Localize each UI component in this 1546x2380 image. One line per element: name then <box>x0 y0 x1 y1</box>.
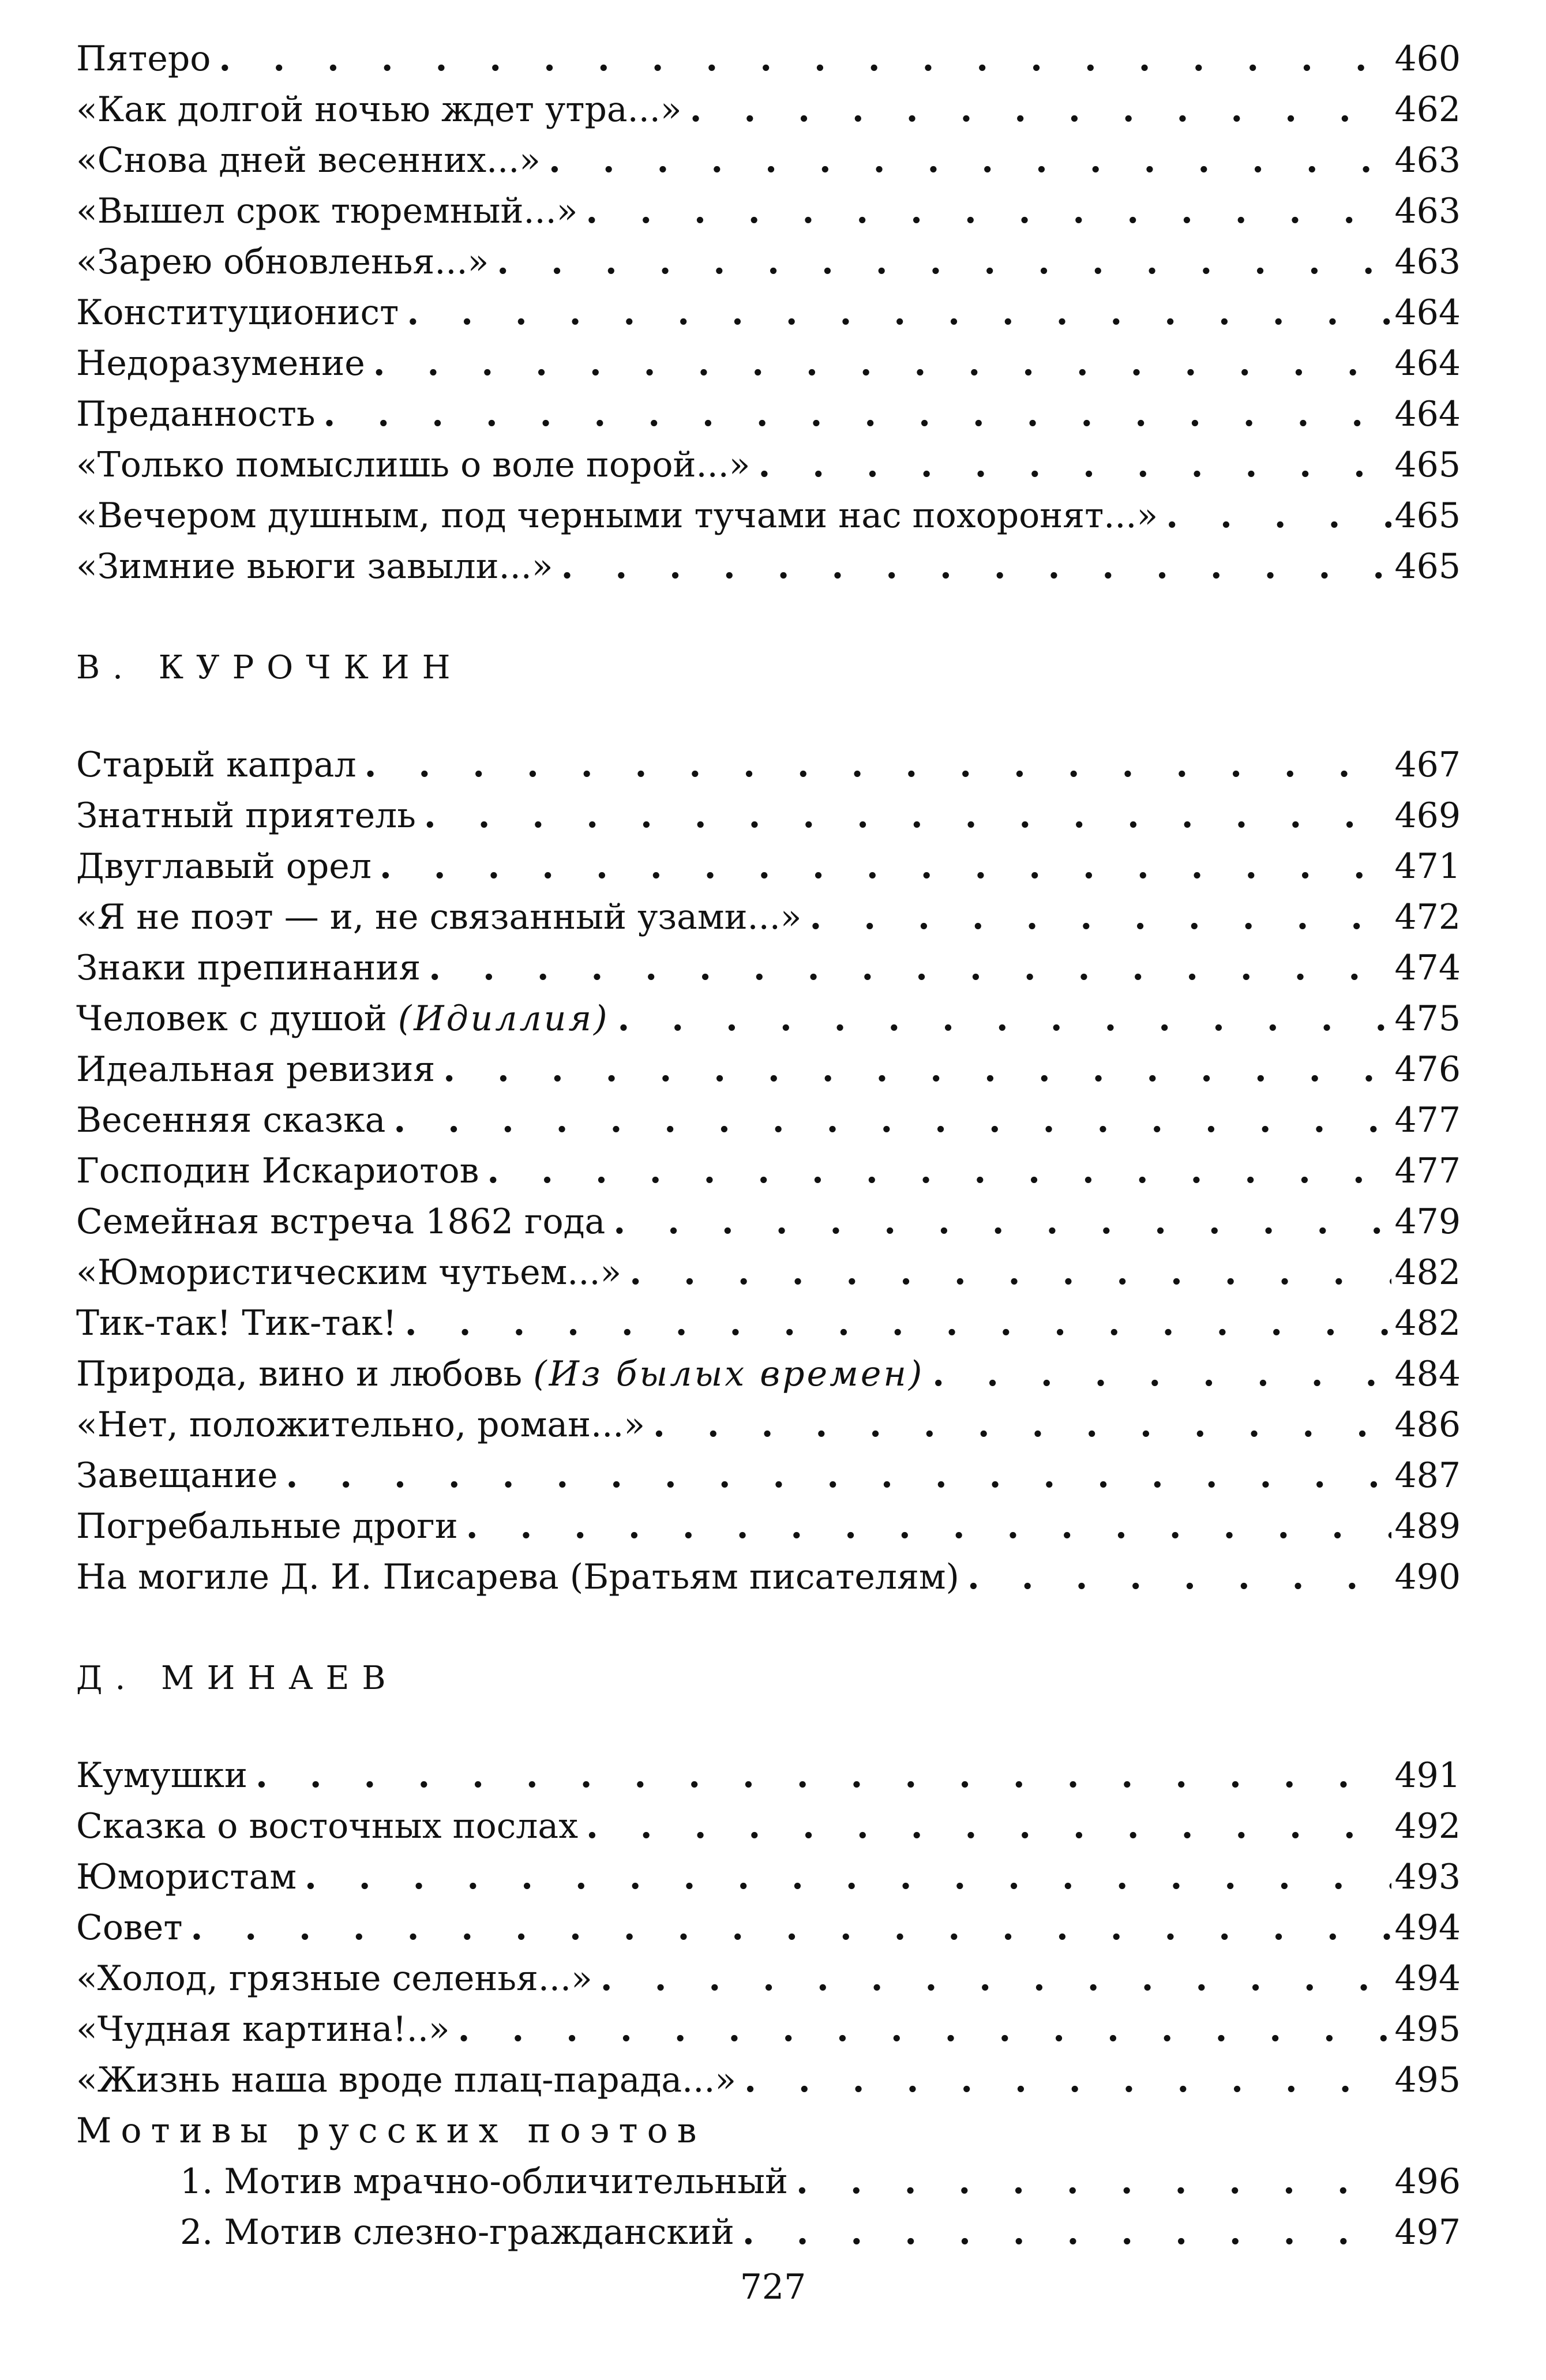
toc-entry[interactable] <box>76 541 1461 592</box>
entry-title <box>76 1247 629 1298</box>
dot-leader <box>932 1349 1391 1399</box>
dot-leader <box>424 790 1391 841</box>
entry-page-number: 486 <box>1394 1405 1461 1445</box>
entry-title <box>76 993 617 1044</box>
entry-title <box>76 1750 256 1801</box>
entry-page-number: 464 <box>1394 292 1461 333</box>
toc-entry[interactable] <box>76 84 1461 135</box>
entry-title-text: Знаки препинания <box>76 948 421 988</box>
entry-title-text: Кумушки <box>76 1755 247 1796</box>
entry-page-number: 482 <box>1394 1303 1461 1343</box>
entry-page-number: 495 <box>1394 2060 1461 2100</box>
entry-page-number: 460 <box>1394 39 1461 79</box>
entry-page-number: 477 <box>1394 1151 1461 1191</box>
entry-page-number: 487 <box>1394 1455 1461 1496</box>
toc-entry[interactable] <box>76 1750 1461 1801</box>
entry-title-text: На могиле Д. И. Писарева (Братьям писателям) <box>76 1557 959 1597</box>
toc-entry[interactable] <box>76 237 1461 287</box>
entry-title-text: «Я не поэт — и, не связанный узами...» <box>76 897 802 937</box>
dot-leader <box>561 541 1391 592</box>
dot-leader <box>487 1146 1391 1196</box>
table-of-contents <box>76 33 1461 2258</box>
entry-title-text: «Юмористическим чутьем...» <box>76 1252 622 1293</box>
dot-leader <box>407 287 1391 338</box>
dot-leader <box>380 841 1391 892</box>
dot-leader <box>690 84 1391 135</box>
entry-title <box>76 84 690 135</box>
toc-entry[interactable] <box>76 186 1461 237</box>
entry-title <box>76 287 407 338</box>
toc-entry[interactable] <box>76 2055 1461 2105</box>
toc-entry[interactable] <box>76 892 1461 943</box>
toc-entry[interactable] <box>76 1552 1461 1602</box>
dot-leader <box>324 389 1391 440</box>
entry-title-text: Конституционист <box>76 292 399 333</box>
toc-entry[interactable] <box>76 135 1461 186</box>
entry-title <box>76 237 497 287</box>
entry-page-number: 474 <box>1394 948 1461 988</box>
entry-title <box>76 1196 613 1247</box>
entry-title-text: «Только помыслишь о воле порой...» <box>76 445 751 485</box>
entry-page-number: 492 <box>1394 1806 1461 1846</box>
dot-leader <box>191 1902 1391 1953</box>
dot-leader <box>466 1501 1391 1552</box>
entry-title-text: Весенняя сказка <box>76 1100 386 1140</box>
entry-page-number: 489 <box>1394 1506 1461 1546</box>
entry-title <box>76 135 549 186</box>
dot-leader <box>796 2156 1391 2207</box>
entry-title-text: Человек с душой <box>76 998 387 1039</box>
entry-page-number: 475 <box>1394 998 1461 1039</box>
entry-title <box>76 1902 191 1953</box>
toc-entry[interactable] <box>76 490 1461 541</box>
toc-entry[interactable] <box>76 1450 1461 1501</box>
dot-leader <box>586 1801 1391 1852</box>
entry-title <box>76 892 809 943</box>
entry-title-text: «Зимние вьюги завыли...» <box>76 546 553 587</box>
toc-entry[interactable] <box>76 993 1461 1044</box>
entry-title <box>76 2055 744 2105</box>
dot-leader <box>742 2207 1391 2258</box>
entry-page-number: 464 <box>1394 394 1461 434</box>
toc-entry[interactable] <box>76 739 1461 790</box>
toc-entry[interactable] <box>76 1146 1461 1196</box>
entry-page-number: 482 <box>1394 1252 1461 1293</box>
entry-page-number: 472 <box>1394 897 1461 937</box>
toc-entry[interactable] <box>76 1044 1461 1095</box>
entry-page-number: 494 <box>1394 1958 1461 1999</box>
dot-leader <box>613 1196 1391 1247</box>
dot-leader <box>744 2055 1391 2105</box>
entry-title-text: «Нет, положительно, роман...» <box>76 1405 646 1445</box>
entry-title-text: Преданность <box>76 394 316 434</box>
dot-leader <box>586 186 1391 237</box>
entry-title-text: Пятеро <box>76 39 211 79</box>
toc-entry[interactable] <box>76 1247 1461 1298</box>
toc-entry[interactable] <box>76 287 1461 338</box>
entry-page-number: 476 <box>1394 1049 1461 1090</box>
dot-leader <box>967 1552 1391 1602</box>
entry-title <box>76 1095 393 1146</box>
entry-page-number: 495 <box>1394 2009 1461 2049</box>
entry-title <box>76 33 219 84</box>
section-kurochkin <box>76 739 1461 1602</box>
toc-entry[interactable] <box>76 1501 1461 1552</box>
toc-entry[interactable] <box>76 943 1461 993</box>
entry-page-number: 469 <box>1394 795 1461 836</box>
entry-title <box>76 1501 466 1552</box>
dot-leader <box>653 1399 1391 1450</box>
author-heading: В. КУРОЧКИН <box>76 649 463 686</box>
entry-title-text: Недоразумение <box>76 343 365 384</box>
entry-subtitle: (Идиллия) <box>397 998 610 1039</box>
entry-title <box>76 1801 586 1852</box>
entry-title <box>76 1953 601 2004</box>
entry-title-text: Сказка о восточных послах <box>76 1806 579 1846</box>
entry-title <box>76 1552 967 1602</box>
entry-title <box>76 1399 653 1450</box>
dot-leader <box>601 1953 1391 2004</box>
entry-page-number: 493 <box>1394 1857 1461 1897</box>
toc-entry[interactable] <box>76 1902 1461 1953</box>
entry-title-text: «Как долгой ночью ждет утра...» <box>76 89 682 130</box>
entry-title-text: Двуглавый орел <box>76 846 372 887</box>
entry-title-text: «Снова дней весенних...» <box>76 140 541 181</box>
dot-leader <box>617 993 1391 1044</box>
dot-leader <box>305 1852 1391 1902</box>
section-continued <box>76 33 1461 592</box>
entry-title <box>76 490 1166 541</box>
entry-page-number: 494 <box>1394 1908 1461 1948</box>
entry-title <box>76 1852 305 1902</box>
entry-page-number: 471 <box>1394 846 1461 887</box>
entry-page-number: 497 <box>1394 2212 1461 2253</box>
toc-entry[interactable] <box>76 2004 1461 2055</box>
toc-entry[interactable] <box>76 1852 1461 1902</box>
toc-entry[interactable] <box>76 1953 1461 2004</box>
toc-entry[interactable] <box>76 1349 1461 1399</box>
entry-title <box>76 2156 796 2207</box>
toc-entry[interactable] <box>76 1095 1461 1146</box>
author-heading: Д. МИНАЕВ <box>76 1660 399 1697</box>
entry-title-text: Завещание <box>76 1455 278 1496</box>
entry-page-number: 463 <box>1394 191 1461 231</box>
entry-title-text: «Зарею обновленья...» <box>76 242 489 282</box>
toc-entry[interactable] <box>76 33 1461 84</box>
entry-page-number: 465 <box>1394 495 1461 536</box>
dot-leader <box>549 135 1391 186</box>
toc-group-heading <box>76 2105 1461 2156</box>
entry-title <box>76 2004 458 2055</box>
dot-leader <box>458 2004 1391 2055</box>
entry-title <box>76 943 429 993</box>
entry-title-text: Совет <box>76 1908 183 1948</box>
entry-title-text: «Чудная картина!..» <box>76 2009 450 2049</box>
toc-entry[interactable] <box>76 2156 1461 2207</box>
dot-leader <box>393 1095 1391 1146</box>
entry-title-text: Идеальная ревизия <box>76 1049 436 1090</box>
entry-page-number: 465 <box>1394 445 1461 485</box>
entry-page-number: 490 <box>1394 1557 1461 1597</box>
dot-leader <box>497 237 1391 287</box>
entry-title-text: Семейная встреча 1862 года <box>76 1202 606 1242</box>
entry-title-text: «Вечером душным, под черными тучами нас похоронят...» <box>76 495 1158 536</box>
dot-leader <box>809 892 1391 943</box>
toc-entry[interactable] <box>76 1399 1461 1450</box>
entry-page-number: 462 <box>1394 89 1461 130</box>
dot-leader <box>443 1044 1391 1095</box>
entry-page-number: 484 <box>1394 1354 1461 1394</box>
entry-page-number: 496 <box>1394 2161 1461 2202</box>
entry-page-number: 463 <box>1394 140 1461 181</box>
entry-title <box>76 1044 443 1095</box>
entry-page-number: 463 <box>1394 242 1461 282</box>
toc-entry[interactable] <box>76 389 1461 440</box>
dot-leader <box>629 1247 1391 1298</box>
entry-page-number: 477 <box>1394 1100 1461 1140</box>
toc-entry[interactable] <box>76 1196 1461 1247</box>
dot-leader <box>373 338 1391 389</box>
entry-page-number: 479 <box>1394 1202 1461 1242</box>
toc-entry[interactable] <box>76 1801 1461 1852</box>
entry-title-text: Господин Искариотов <box>76 1151 479 1191</box>
entry-title <box>76 440 758 490</box>
entry-title-text: Юмористам <box>76 1857 297 1897</box>
toc-entry[interactable] <box>76 2207 1461 2258</box>
group-title: Мотивы русских поэтов <box>76 2111 706 2151</box>
entry-title <box>76 186 586 237</box>
entry-page-number: 491 <box>1394 1755 1461 1796</box>
toc-entry[interactable] <box>76 1298 1461 1349</box>
entry-title <box>76 1450 286 1501</box>
dot-leader <box>219 33 1391 84</box>
entry-title <box>76 541 561 592</box>
entry-title-text: Природа, вино и любовь <box>76 1354 523 1394</box>
entry-title <box>76 1349 932 1399</box>
entry-page-number: 464 <box>1394 343 1461 384</box>
entry-title <box>76 338 373 389</box>
subsection-entries <box>76 2156 1461 2258</box>
entry-title <box>76 2207 742 2258</box>
toc-entry[interactable] <box>76 841 1461 892</box>
dot-leader <box>286 1450 1391 1501</box>
entry-title-text: Старый капрал <box>76 745 357 785</box>
entry-subtitle: (Из былых времен) <box>533 1354 925 1394</box>
entry-title <box>76 790 424 841</box>
entry-title <box>76 1146 487 1196</box>
entry-title <box>76 389 324 440</box>
entry-title-text: Знатный приятель <box>76 795 416 836</box>
dot-leader <box>1166 490 1391 541</box>
entry-title-text: Тик-так! Тик-так! <box>76 1303 397 1343</box>
dot-leader <box>758 440 1391 490</box>
toc-entry[interactable] <box>76 440 1461 490</box>
section-minaev <box>76 1750 1461 2105</box>
entry-page-number: 465 <box>1394 546 1461 587</box>
entry-title <box>76 841 380 892</box>
entry-title-text: Погребальные дроги <box>76 1506 458 1546</box>
entry-title-text: «Вышел срок тюремный...» <box>76 191 578 231</box>
entry-title <box>76 739 365 790</box>
toc-entry[interactable] <box>76 338 1461 389</box>
entry-title <box>76 1298 405 1349</box>
entry-page-number: 467 <box>1394 745 1461 785</box>
entry-title-text: «Холод, грязные селенья...» <box>76 1958 592 1999</box>
dot-leader <box>405 1298 1391 1349</box>
dot-leader <box>365 739 1391 790</box>
dot-leader <box>256 1750 1391 1801</box>
entry-title-text: 1. Мотив мрачно-обличительный <box>180 2161 789 2202</box>
entry-title-text: 2. Мотив слезно-гражданский <box>180 2212 734 2253</box>
dot-leader <box>429 943 1391 993</box>
toc-entry[interactable] <box>76 790 1461 841</box>
page-number: 727 <box>740 2267 806 2307</box>
entry-title-text: «Жизнь наша вроде плац-парада...» <box>76 2060 737 2100</box>
